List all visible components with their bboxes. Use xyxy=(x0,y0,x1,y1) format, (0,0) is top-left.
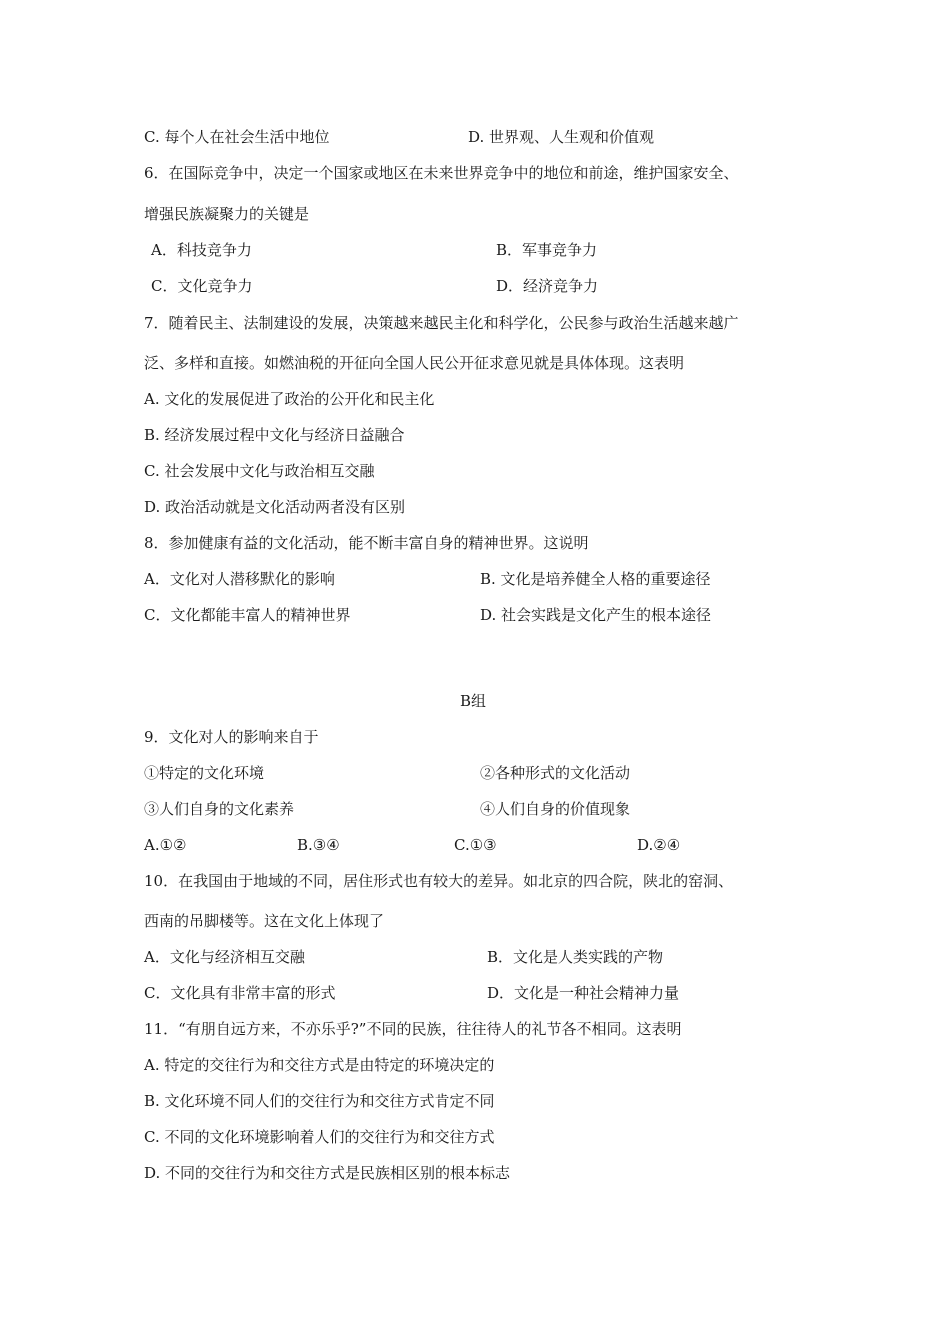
question-10-line1: 10．在我国由于地域的不同，居住形式也有较大的差异。如北京的四合院，陕北的窑洞、 xyxy=(144,872,734,890)
question-6-line2: 增强民族凝聚力的关键是 xyxy=(144,205,310,223)
question-10-line2: 西南的吊脚楼等。这在文化上体现了 xyxy=(144,912,385,930)
q9-item-3: ③人们自身的文化素养 xyxy=(144,800,295,818)
q7-option-b: B. 经济发展过程中文化与经济日益融合 xyxy=(144,426,405,444)
q11-option-d: D. 不同的交往行为和交往方式是民族相区别的根本标志 xyxy=(144,1164,511,1182)
q9-option-a: A.①② xyxy=(144,836,187,854)
question-9: 9．文化对人的影响来自于 xyxy=(144,728,319,746)
q11-option-b: B. 文化环境不同人们的交往行为和交往方式肯定不同 xyxy=(144,1092,495,1110)
question-11: 11．“有朋自远方来，不亦乐乎?”不同的民族，往往待人的礼节各不相同。这表明 xyxy=(144,1020,682,1038)
question-6-line1: 6．在国际竞争中，决定一个国家或地区在未来世界竞争中的地位和前途，维护国家安全、 xyxy=(144,164,739,182)
q9-item-2: ②各种形式的文化活动 xyxy=(480,764,631,782)
option-d: D. 世界观、人生观和价值观 xyxy=(468,128,655,146)
question-7-line2: 泛、多样和直接。如燃油税的开征向全国人民公开征求意见就是具体体现。这表明 xyxy=(144,354,685,372)
q11-option-c: C. 不同的文化环境影响着人们的交往行为和交往方式 xyxy=(144,1128,495,1146)
q6-option-c: C．文化竞争力 xyxy=(151,277,253,295)
q8-option-c: C．文化都能丰富人的精神世界 xyxy=(144,606,351,624)
q6-option-d: D．经济竞争力 xyxy=(496,277,599,295)
q7-option-c: C. 社会发展中文化与政治相互交融 xyxy=(144,462,375,480)
q7-option-d: D. 政治活动就是文化活动两者没有区别 xyxy=(144,498,406,516)
q10-option-a: A．文化与经济相互交融 xyxy=(144,948,305,966)
q6-option-a: A．科技竞争力 xyxy=(151,241,252,259)
q9-option-d: D.②④ xyxy=(637,836,681,854)
q8-option-b: B. 文化是培养健全人格的重要途径 xyxy=(480,570,711,588)
q8-option-d: D. 社会实践是文化产生的根本途径 xyxy=(480,606,712,624)
q10-option-d: D．文化是一种社会精神力量 xyxy=(487,984,680,1002)
section-heading-group-b: B组 xyxy=(460,692,487,710)
question-8: 8．参加健康有益的文化活动，能不断丰富自身的精神世界。这说明 xyxy=(144,534,589,552)
q7-option-a: A. 文化的发展促进了政治的公开化和民主化 xyxy=(144,390,435,408)
q8-option-a: A．文化对人潜移默化的影响 xyxy=(144,570,335,588)
q11-option-a: A. 特定的交往行为和交往方式是由特定的环境决定的 xyxy=(144,1056,495,1074)
option-c: C. 每个人在社会生活中地位 xyxy=(144,128,330,146)
q10-option-c: C．文化具有非常丰富的形式 xyxy=(144,984,336,1002)
q9-option-c: C.①③ xyxy=(454,836,497,854)
q9-item-1: ①特定的文化环境 xyxy=(144,764,265,782)
q9-option-b: B.③④ xyxy=(297,836,340,854)
question-7-line1: 7．随着民主、法制建设的发展，决策越来越民主化和科学化，公民参与政治生活越来越广 xyxy=(144,314,739,332)
q6-option-b: B．军事竞争力 xyxy=(496,241,598,259)
q9-item-4: ④人们自身的价值现象 xyxy=(480,800,631,818)
q10-option-b: B．文化是人类实践的产物 xyxy=(487,948,664,966)
